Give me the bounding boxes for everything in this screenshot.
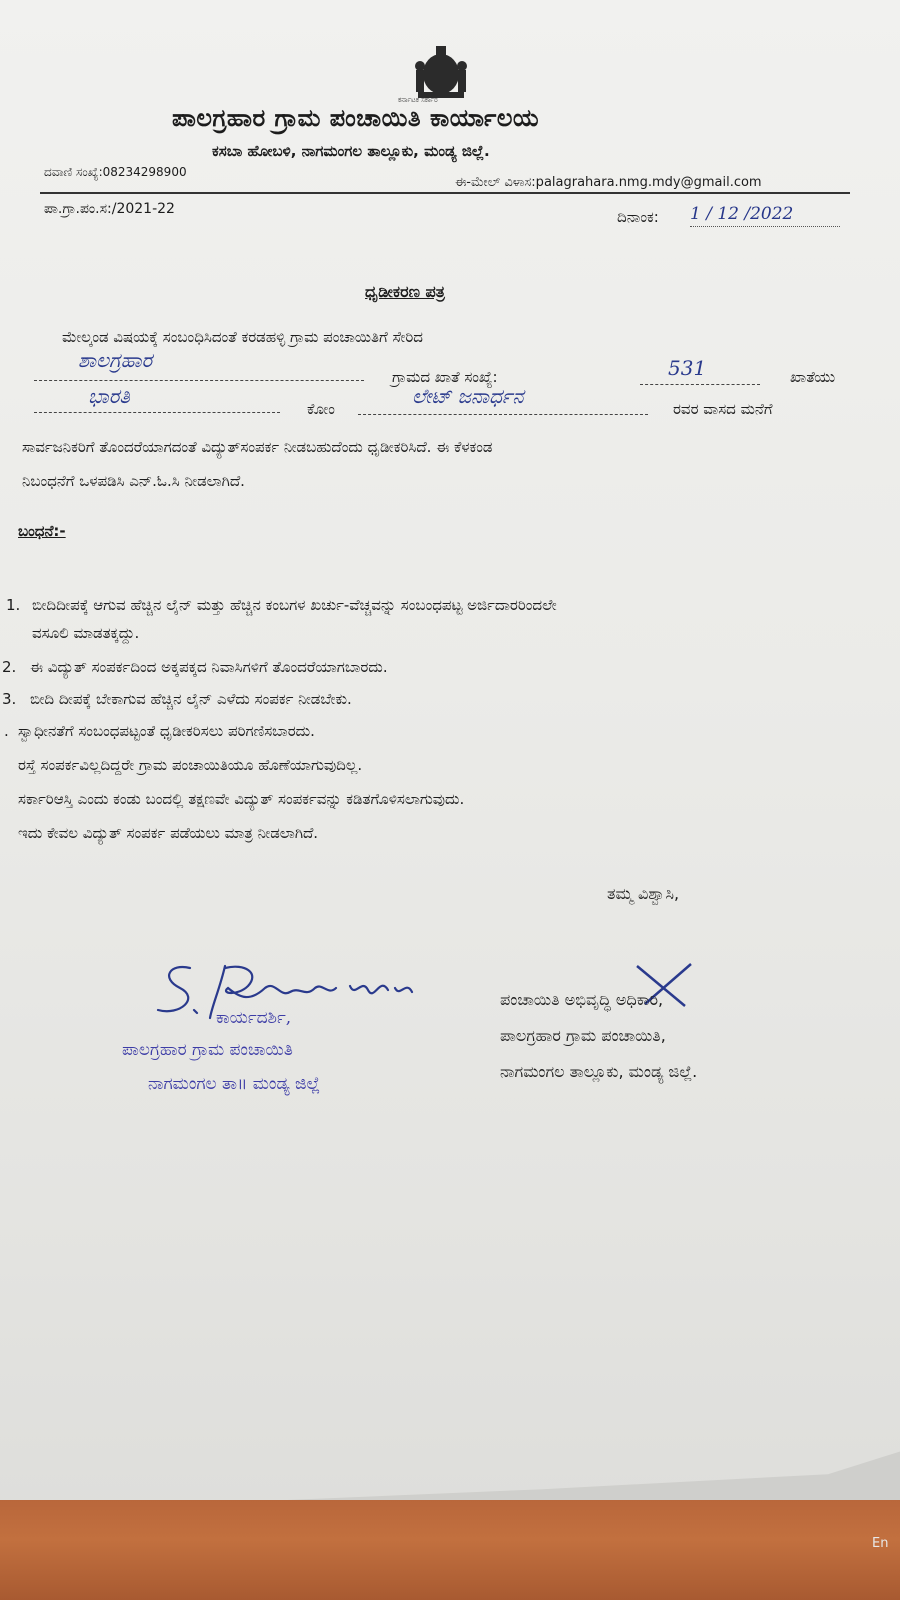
condition-1-continued: ವಸೂಲಿ ಮಾಡತಕ್ಕದ್ದು.	[32, 624, 140, 642]
date-underline	[690, 226, 840, 227]
condition-1-text: ಬೀದಿದೀಪಕ್ಕೆ ಆಗುವ ಹೆಚ್ಚಿನ ಲೈನ್ ಮತ್ತು ಹೆಚ್ಚಿನ ಕಂಬಗಳ ಖರ್ಚು-ವೆಚ್ಚವನ್ನು ಸಂಬಂಧಪಟ್ಟ ಅರ್ಜಿದಾರರಿಂದಲೇ	[32, 596, 557, 614]
date-label: ದಿನಾಂಕ:	[617, 208, 659, 226]
office-phone: ದವಾಣಿ ಸಂಖ್ಯೆ:08234298900	[44, 165, 187, 179]
village-fill-line	[34, 380, 364, 381]
condition-6-text: ಸರ್ಕಾರಿಆಸ್ತಿ ಎಂದು ಕಂಡು ಬಂದಲ್ಲಿ ತಕ್ಷಣವೇ ವಿದ್ಯುತ್ ಸಂಪರ್ಕವನ್ನು ಕಡಿತಗೊಳಿಸಲಾಗುವುದು.	[18, 790, 465, 808]
condition-4-number: .	[4, 722, 9, 740]
body-line-4: ಸಾರ್ವಜನಿಕರಿಗೆ ತೊಂದರೆಯಾಗದಂತೆ ವಿದ್ಯುತ್‌ಸಂಪರ್ಕ ನೀಡಬಹುದೆಂದು ಧೃಡೀಕರಿಸಿದೆ. ಈ ಕೆಳಕಂಡ	[22, 438, 493, 456]
corner-tag: En	[872, 1536, 889, 1551]
applicant-name-handwritten: ಭಾರತಿ	[88, 384, 130, 408]
signatory-location: ನಾಗಮಂಗಲ ತಾಲ್ಲೂಕು, ಮಂಡ್ಯ ಜಿಲ್ಲೆ.	[500, 1062, 698, 1081]
body-line-5: ನಿಬಂಧನೆಗೆ ಒಳಪಡಿಸಿ ಎನ್.ಓ.ಸಿ ನೀಡಲಾಗಿದೆ.	[22, 472, 245, 490]
closing-remark: ತಮ್ಮ ವಿಶ್ವಾಸಿ,	[607, 884, 680, 903]
condition-4-text: ಸ್ವಾಧೀನತೆಗೆ ಸಂಬಂಧಪಟ್ಟಂತೆ ಧೃಡೀಕರಿಸಲು ಪರಿಗಣಿಸಬಾರದು.	[18, 722, 315, 740]
body-line-3-end: ರವರ ವಾಸದ ಮನೆಗೆ	[673, 400, 773, 418]
certificate-heading: ಧೃಡೀಕರಣ ಪತ್ರ	[365, 282, 445, 301]
office-title: ಪಾಲಗ್ರಹಾರ ಗ್ರಾಮ ಪಂಚಾಯಿತಿ ಕಾರ್ಯಾಲಯ	[172, 104, 540, 132]
conditions-heading: ಬಂಧನೆ:-	[18, 522, 66, 540]
emblem-caption: ಕರ್ನಾಟಕ ಸರ್ಕಾರ	[398, 96, 438, 104]
body-line-2-middle: ಗ್ರಾಮದ ಖಾತೆ ಸಂಖ್ಯೆ:	[392, 368, 498, 386]
spouse-fill-line	[358, 414, 648, 415]
body-line-3-middle: ಕೋಂ	[307, 400, 335, 418]
spouse-name-handwritten: ಲೇಟ್ ಜನಾರ್ಧನ	[412, 384, 524, 408]
signatory-office: ಪಾಲಗ್ರಹಾರ ಗ್ರಾಮ ಪಂಚಾಯಿತಿ,	[500, 1026, 666, 1045]
signatory-designation: ಪಂಚಾಯಿತಿ ಅಭಿವೃದ್ಧಿ ಅಧಿಕಾರಿ,	[500, 990, 664, 1009]
office-address: ಕಸಬಾ ಹೋಬಳಿ, ನಾಗಮಂಗಲ ತಾಲ್ಲೂಕು, ಮಂಡ್ಯ ಜಿಲ್ಲೆ.	[212, 142, 490, 160]
condition-1-number: 1.	[6, 596, 21, 614]
condition-2-text: ಈ ವಿದ್ಯುತ್ ಸಂಪರ್ಕದಿಂದ ಅಕ್ಕಪಕ್ಕದ ನಿವಾಸಿಗಳಿಗೆ ತೊಂದರೆಯಾಗಬಾರದು.	[30, 658, 388, 676]
stamp-location: ನಾಗಮಂಗಲ ತಾ॥ ಮಂಡ್ಯ ಜಿಲ್ಲೆ	[148, 1074, 321, 1094]
khata-fill-line	[640, 384, 760, 385]
header-divider	[40, 192, 850, 194]
stamp-designation: ಕಾರ್ಯದರ್ಶಿ,	[216, 1008, 292, 1028]
condition-7-text: ಇದು ಕೇವಲ ವಿದ್ಯುತ್ ಸಂಪರ್ಕ ಪಡೆಯಲು ಮಾತ್ರ ನೀಡಲಾಗಿದೆ.	[18, 824, 319, 842]
date-value: 1 / 12 /2022	[690, 204, 794, 224]
reference-number: ಪಾ.ಗ್ರಾ.ಪಂ.ಸ:/2021-22	[44, 201, 175, 217]
condition-3-text: ಬೀದಿ ದೀಪಕ್ಕೆ ಬೇಕಾಗುವ ಹೆಚ್ಚಿನ ಲೈನ್ ಎಳೆದು ಸಂಪರ್ಕ ನೀಡಬೇಕು.	[30, 690, 352, 708]
body-line-2-end: ಖಾತೆಯು	[790, 368, 836, 386]
office-email: ಈ-ಮೇಲ್ ವಿಳಾಸ:palagrahara.nmg.mdy@gmail.com	[455, 175, 762, 190]
condition-2-number: 2.	[2, 658, 17, 676]
khata-number-handwritten: 531	[668, 356, 707, 380]
stamp-office: ಪಾಲಗ್ರಹಾರ ಗ್ರಾಮ ಪಂಚಾಯಿತಿ	[122, 1040, 293, 1060]
condition-5-text: ರಸ್ತೆ ಸಂಪರ್ಕವಿಲ್ಲದಿದ್ದರೇ ಗ್ರಾಮ ಪಂಚಾಯಿತಿಯೂ ಹೊಣೆಯಾಗುವುದಿಲ್ಲ.	[18, 756, 363, 774]
applicant-fill-line	[34, 412, 280, 413]
village-name-handwritten: ಶಾಲಗ್ರಹಾರ	[78, 348, 153, 372]
condition-3-number: 3.	[2, 690, 17, 708]
wooden-table-background	[0, 1500, 900, 1600]
body-line-1: ಮೇಲ್ಕಂಡ ವಿಷಯಕ್ಕೆ ಸಂಬಂಧಿಸಿದಂತೆ ಕರಡಹಳ್ಳಿ ಗ್ರಾಮ ಪಂಚಾಯಿತಿಗೆ ಸೇರಿದ	[62, 328, 423, 346]
